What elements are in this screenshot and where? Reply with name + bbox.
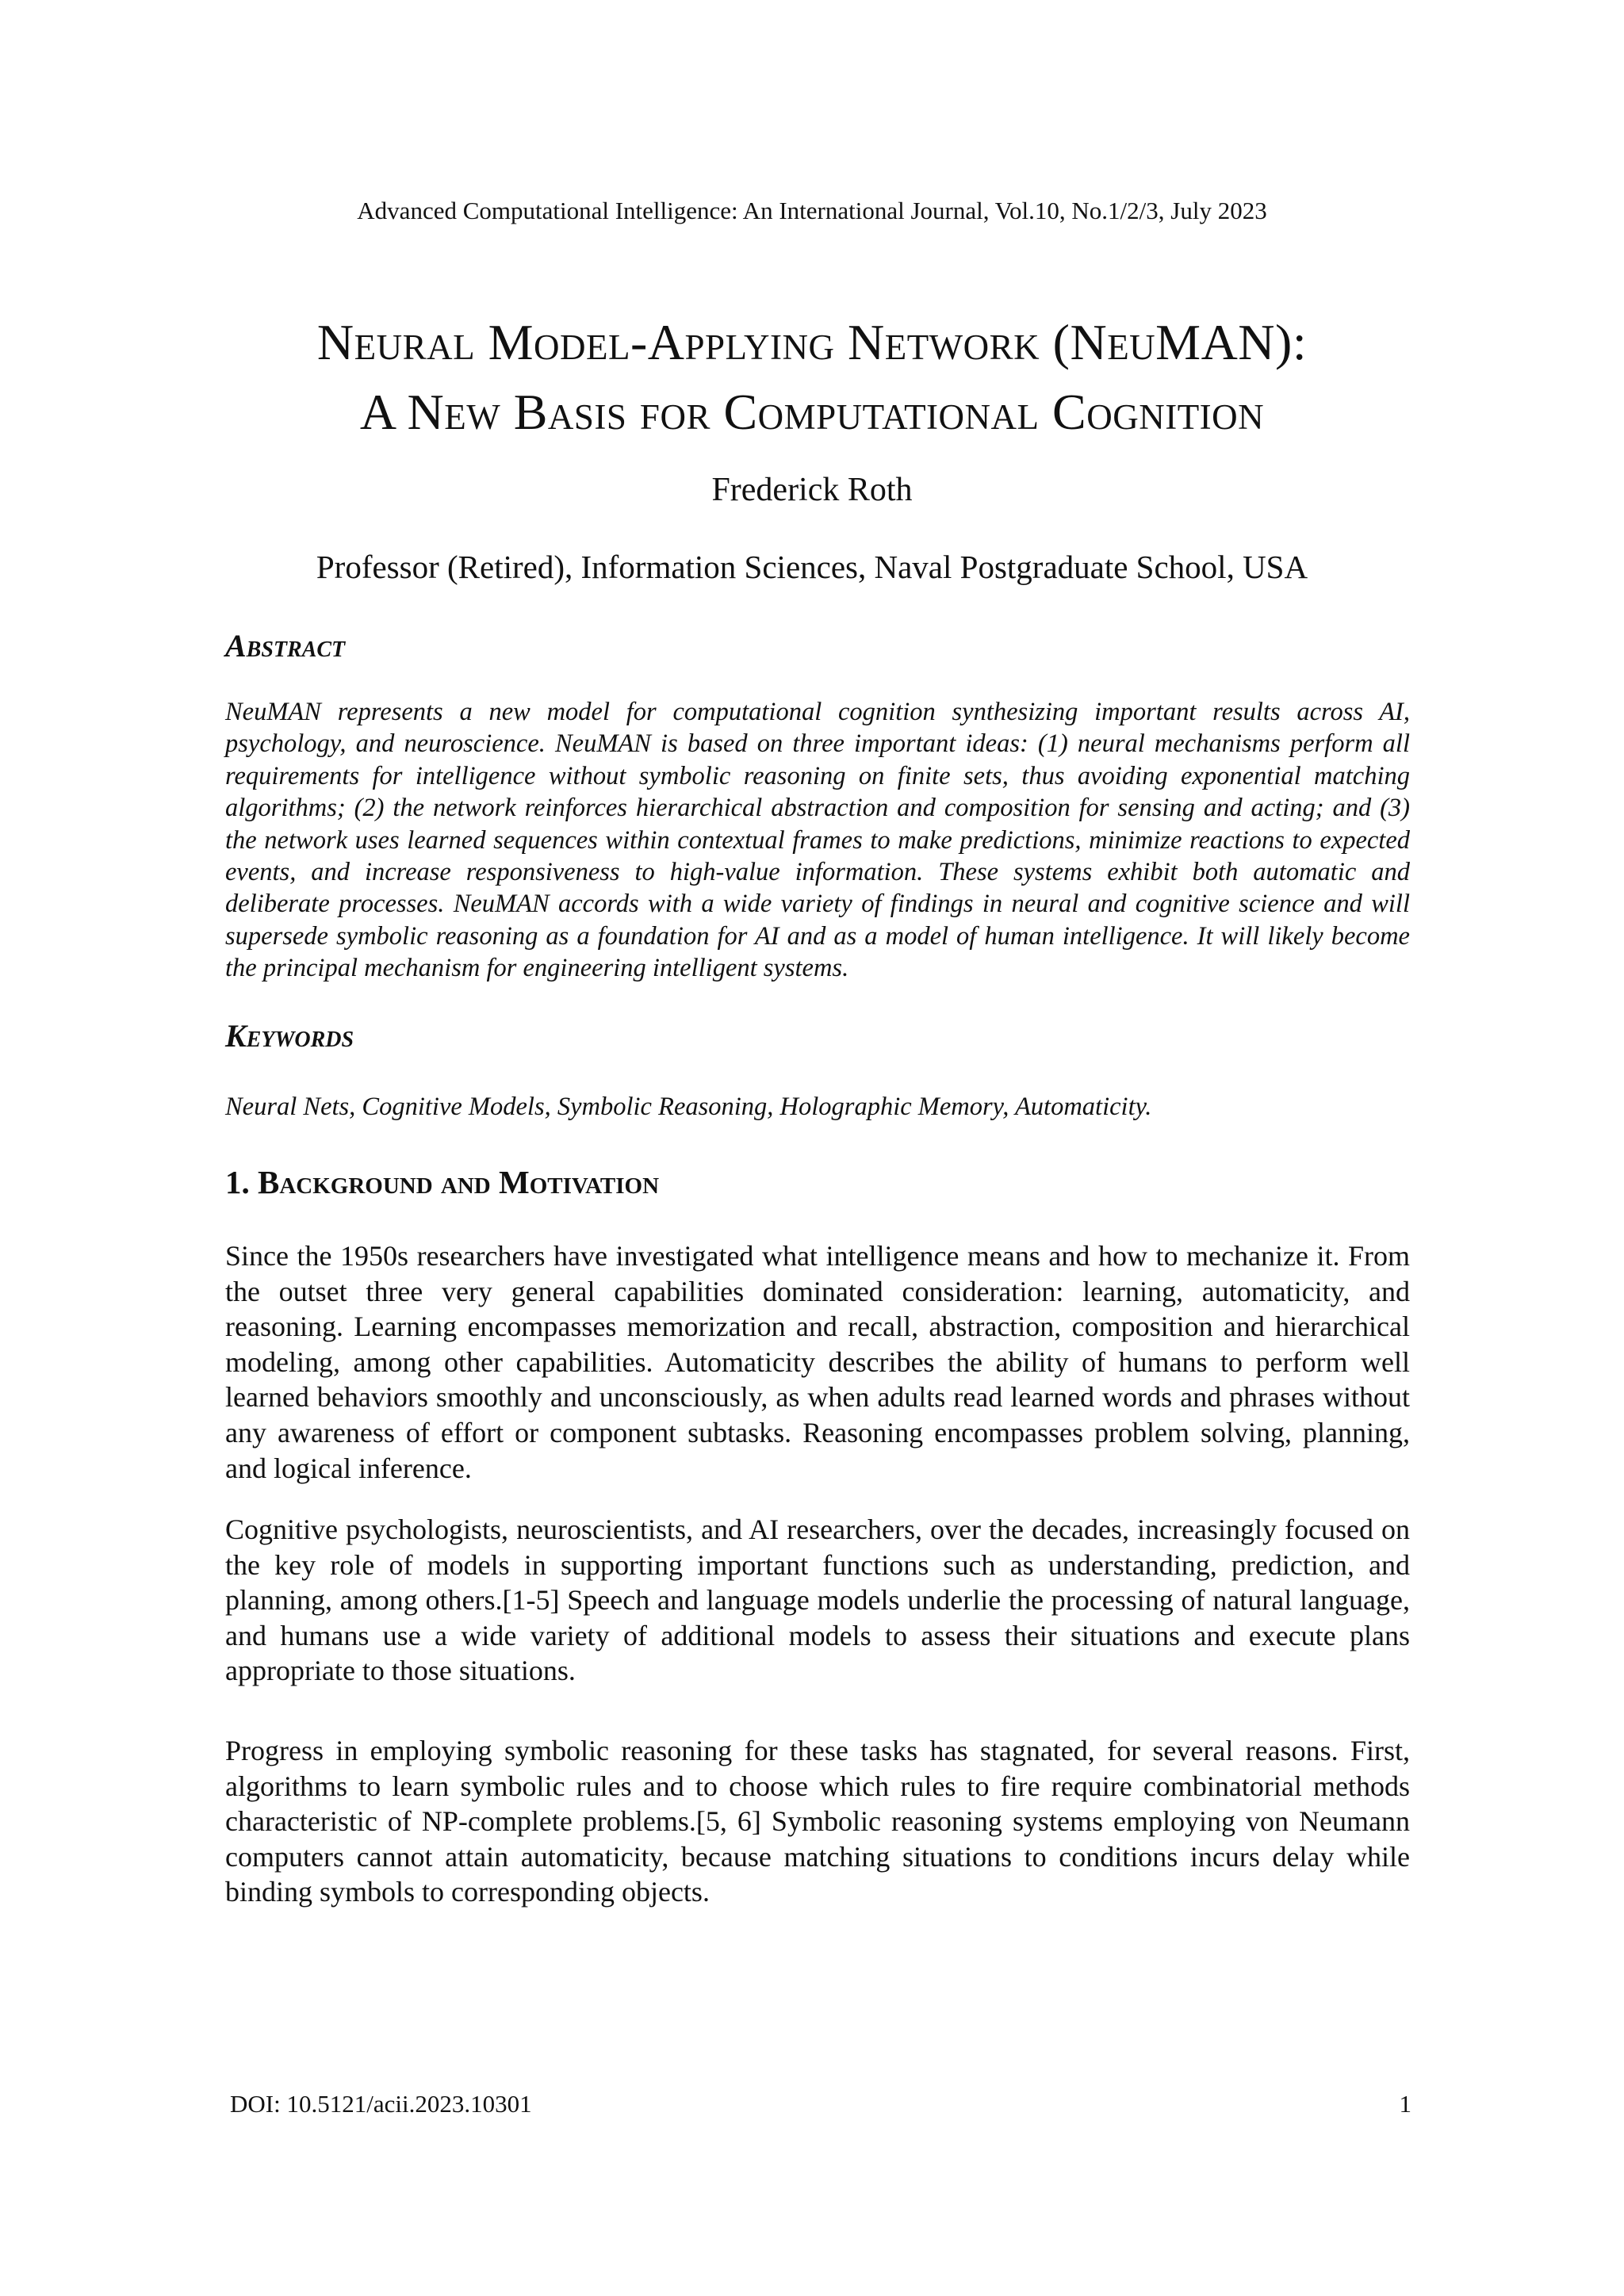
author-affiliation: Professor (Retired), Information Sciences, Naval Postgraduate School, USA [316, 549, 1308, 585]
paper-title-line-2: A New Basis for Computational Cognition [359, 384, 1265, 440]
body-paragraph: Since the 1950s researchers have investigated what intelligence means and how to mechanize it. From the outset three very general capabilities dominated consideration: learning, automaticity, and reasoning. Learning encompasses memorization and recall, abstraction, composition and hierarchical modeling, among other capabilities. Automaticity describes the ability of humans to perform well learned behaviors smoothly and unconsciously, as when adults read learned words and phrases without any awareness of effort or component subtasks. Reasoning encompasses problem solving, planning, and logical inference. [225, 1240, 1410, 1484]
keywords-heading: Keywords [225, 1018, 354, 1054]
abstract-heading: Abstract [225, 628, 346, 664]
body-paragraph: Cognitive psychologists, neuroscientists, and AI researchers, over the decades, increasingly focused on the key role of models in supporting important functions such as understanding, prediction, and planning, among others.[1-5] Speech and language models underlie the processing of natural language, and humans use a wide variety of additional models to assess their situations and execute plans appropriate to those situations. [225, 1513, 1410, 1687]
footer-page-number: 1 [1399, 2090, 1411, 2118]
author-name: Frederick Roth [711, 472, 913, 508]
paper-title [159, 308, 1465, 447]
section-heading-background: 1. Background and Motivation [225, 1164, 660, 1200]
footer-doi: DOI: 10.5121/acii.2023.10301 [230, 2090, 532, 2118]
paper-title-line-1: Neural Model-Applying Network (NeuMAN): [316, 314, 1308, 370]
body-paragraph: Progress in employing symbolic reasoning for these tasks has stagnated, for several reasons. First, algorithms to learn symbolic rules and to choose which rules to fire require combinatorial methods characteristic of NP-complete problems.[5, 6] Symbolic reasoning systems employing von Neumann computers cannot attain automaticity, because matching situations to conditions incurs delay while binding symbols to corresponding objects. [225, 1735, 1410, 1908]
abstract-text: NeuMAN represents a new model for computational cognition synthesizing important results across AI, psychology, and neuroscience. NeuMAN is based on three important ideas: (1) neural mechanisms perform all requirements for intelligence without symbolic reasoning on finite sets, thus avoiding exponential matching algorithms; (2) the network reinforces hierarchical abstraction and composition for sensing and acting; and (3) the network uses learned sequences within contextual frames to make predictions, minimize reactions to expected events, and increase responsiveness to high-value information. These systems exhibit both automatic and deliberate processes. NeuMAN accords with a wide variety of findings in neural and cognitive science and will supersede symbolic reasoning as a foundation for AI and as a model of human intelligence. It will likely become the principal mechanism for engineering intelligent systems. [225, 698, 1410, 983]
keywords-text: Neural Nets, Cognitive Models, Symbolic Reasoning, Holographic Memory, Automaticity. [225, 1093, 1152, 1121]
journal-running-header: Advanced Computational Intelligence: An International Journal, Vol.10, No.1/2/3, July 2023 [357, 197, 1267, 224]
